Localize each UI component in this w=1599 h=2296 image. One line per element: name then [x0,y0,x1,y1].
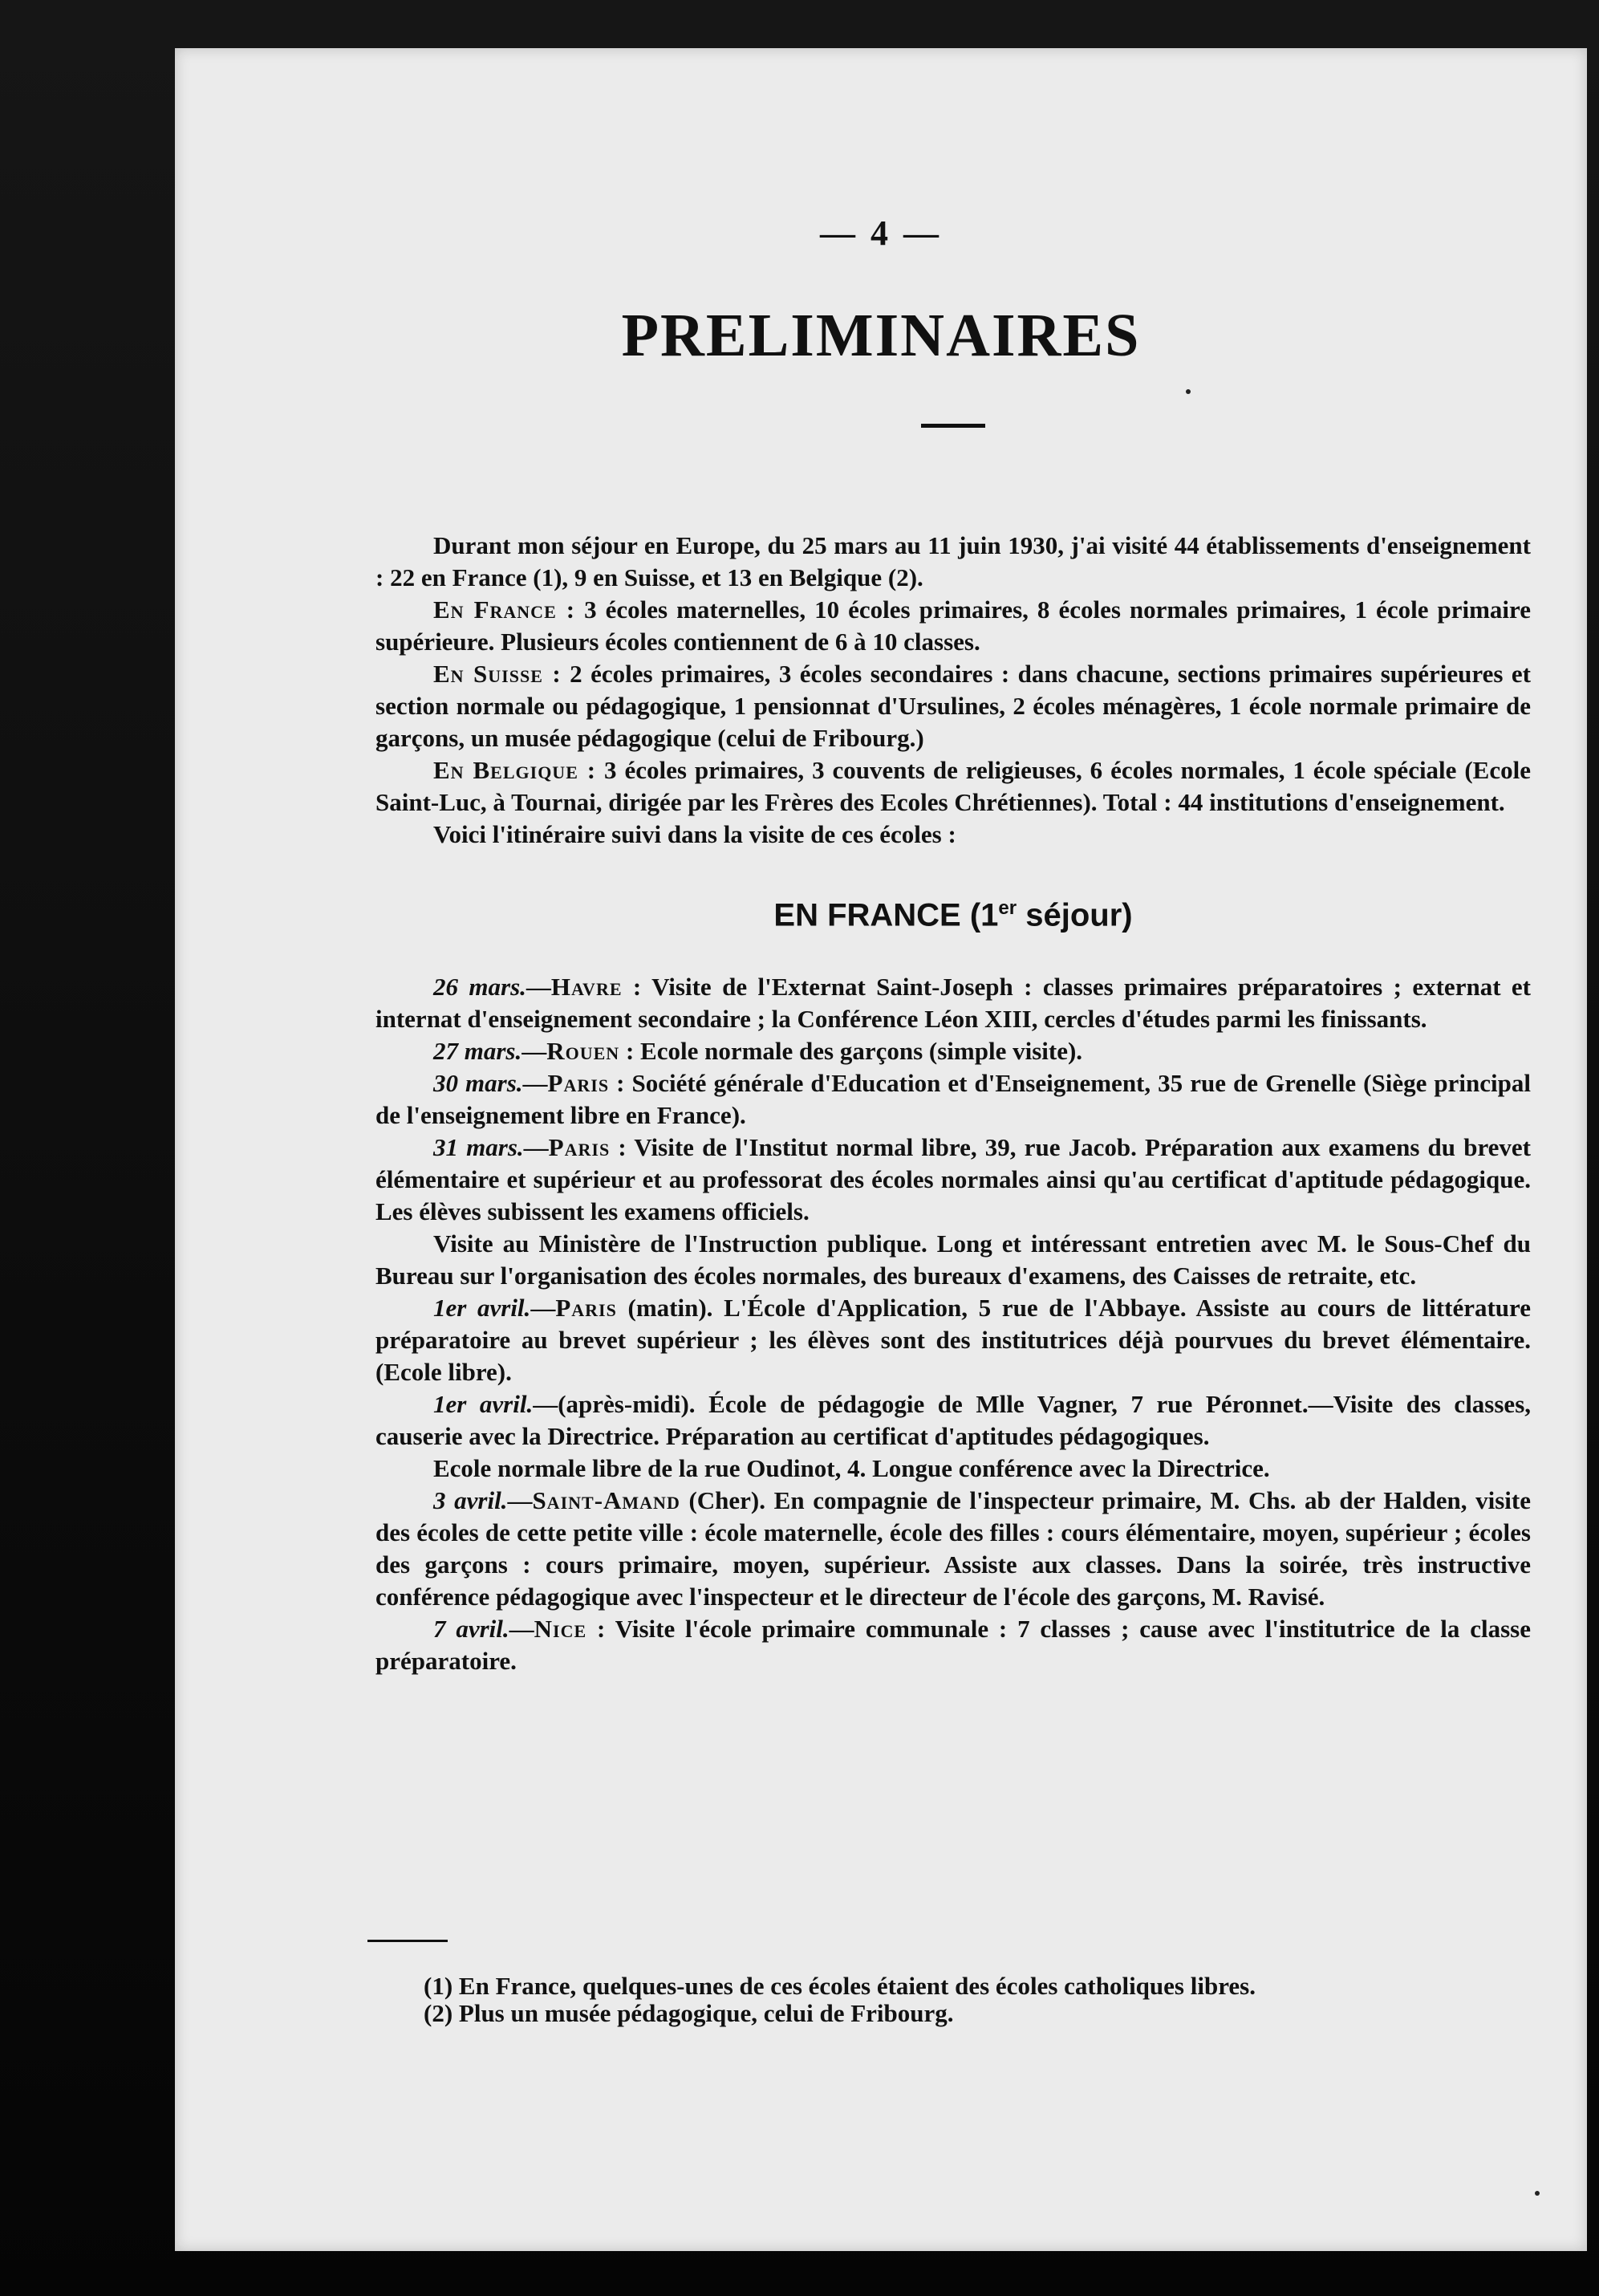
entry-dash: — [507,1486,533,1515]
itinerary-entries [375,971,1531,1677]
france-label: En France : [433,595,576,624]
footnote-divider [367,1940,448,1942]
belgique-label: En Belgique : [433,756,597,784]
itinerary-intro: Voici l'itinéraire suivi dans la visite de ces écoles : [433,820,956,848]
section-heading-sup: er [998,897,1017,919]
entry-place: Saint-Amand [532,1486,680,1515]
entry-text: : Ecole normale des garçons (simple visite). [619,1037,1083,1066]
entry-date: 1er avril. [433,1390,534,1419]
title-divider [921,424,985,428]
entry-text: (Cher). En compagnie de l'inspecteur primaire, M. Chs. ab der Halden, visite des écoles de cette petite ville : école maternelle, école des filles : cours élémentaire, moyen, supérieur ; écoles des garçons : cours primaire, moyen, supérieur. Assiste aux classes. Dans la soirée, très instructive conférence pédagogique avec l'inspecteur et le directeur de l'école des garçons, M. Ravisé. [375,1486,1531,1611]
itinerary-entry [375,1067,1531,1132]
france-summary [375,594,1531,658]
scan-speck [1186,389,1191,394]
itinerary-entry [375,1132,1531,1228]
footnote-1: (1) En France, quelques-unes de ces écoles étaient des écoles catholiques libres. [424,1972,1256,2000]
intro-paragraph: Durant mon séjour en Europe, du 25 mars au 11 juin 1930, j'ai visité 44 établissements d'enseignement : 22 en France (1), 9 en Suisse, et 13 en Belgique (2). [375,531,1531,591]
entry-text: Ecole normale libre de la rue Oudinot, 4. Longue conférence avec la Directrice. [433,1454,1270,1483]
belgique-summary [375,754,1531,819]
itinerary-entry [375,1228,1531,1292]
entry-dash: — [523,1133,549,1162]
entry-dash: — [526,973,551,1002]
entry-date: 30 mars. [433,1069,523,1098]
entry-text: (après-midi). École de pédagogie de Mlle Vagner, 7 rue Péronnet.—Visite des classes, causerie avec la Directrice. Préparation au certificat d'aptitudes pédagogiques. [375,1390,1532,1451]
section-heading-main: EN FRANCE (1 [773,897,999,933]
entry-date: 3 avril. [433,1486,508,1515]
entry-date: 7 avril. [433,1615,509,1644]
page-title: PRELIMINAIRES [621,302,1141,369]
entry-text: : Visite de l'Institut normal libre, 39, rue Jacob. Préparation aux examens du brevet élémentaire et supérieur et au professorat des écoles normales ainsi qu'au certificat d'aptitude pédagogique. Les élèves subissent les examens officiels. [375,1133,1531,1226]
scan-speck [1535,2191,1540,2196]
entry-text: Visite au Ministère de l'Instruction publique. Long et intéressant entretien avec M. le Sous-Chef du Bureau sur l'organisation des écoles normales, des bureaux d'examens, des Caisses de retraite, etc. [375,1229,1531,1290]
entry-text: (matin). L'École d'Application, 5 rue de l'Abbaye. Assiste au cours de littérature préparatoire au brevet supérieur ; les élèves sont des institutrices déjà pourvues du brevet élémentaire. (Ecole libre). [375,1294,1531,1387]
entry-dash: — [530,1294,556,1323]
entry-text: : Société générale d'Education et d'Enseignement, 35 rue de Grenelle (Siège principal de l'enseignement libre en France). [375,1069,1531,1130]
entry-place: Havre [550,973,623,1002]
body-text [375,530,1531,1677]
document-page [175,48,1587,2251]
itinerary-entry [375,971,1531,1035]
entry-place: Paris [548,1133,611,1162]
entry-dash: — [522,1037,547,1066]
entry-text: : Visite l'école primaire communale : 7 classes ; cause avec l'institutrice de la classe préparatoire. [375,1615,1531,1676]
entry-place: Nice [534,1615,587,1644]
entry-date: 1er avril. [433,1294,531,1323]
entry-place: Paris [547,1069,610,1098]
itinerary-entry [375,1485,1531,1613]
entry-place: Rouen [546,1037,620,1066]
france-text: 3 écoles maternelles, 10 écoles primaires, 8 écoles normales primaires, 1 école primaire supérieure. Plusieurs écoles contiennent de 6 à 10 classes. [375,595,1531,656]
page-number: — 4 — [820,213,942,253]
itinerary-entry [375,1613,1531,1677]
itinerary-entry [375,1388,1531,1453]
footnote-2: (2) Plus un musée pédagogique, celui de Fribourg. [424,1999,954,2027]
entry-text: : Visite de l'Externat Saint-Joseph : classes primaires préparatoires ; externat et internat d'enseignement secondaire ; la Conférence Léon XIII, cercles d'études parmi les finissants. [375,973,1531,1034]
entry-dash: — [533,1390,558,1419]
suisse-summary [375,658,1531,754]
entry-date: 27 mars. [433,1037,522,1066]
itinerary-entry [375,1035,1531,1067]
section-heading [375,892,1531,931]
section-heading-tail: séjour) [1017,897,1133,933]
entry-date: 26 mars. [433,973,526,1002]
belgique-text: 3 écoles primaires, 3 couvents de religieuses, 6 écoles normales, 1 école spéciale (Ecole Saint-Luc, à Tournai, dirigée par les Frères des Ecoles Chrétiennes). Total : 44 institutions d'enseignement. [375,756,1531,816]
itinerary-entry [375,1453,1531,1485]
entry-dash: — [522,1069,548,1098]
entry-date: 31 mars. [433,1133,524,1162]
entry-dash: — [509,1615,534,1644]
entry-place: Paris [555,1294,617,1323]
suisse-text: 2 écoles primaires, 3 écoles secondaires : dans chacune, sections primaires supérieures et section normale ou pédagogique, 1 pensionnat d'Ursulines, 2 écoles ménagères, 1 école normale primaire de garçons, un musée pédagogique (celui de Fribourg.) [375,660,1531,752]
itinerary-entry [375,1292,1531,1388]
footnotes [424,1973,1547,2027]
suisse-label: En Suisse : [433,660,562,688]
